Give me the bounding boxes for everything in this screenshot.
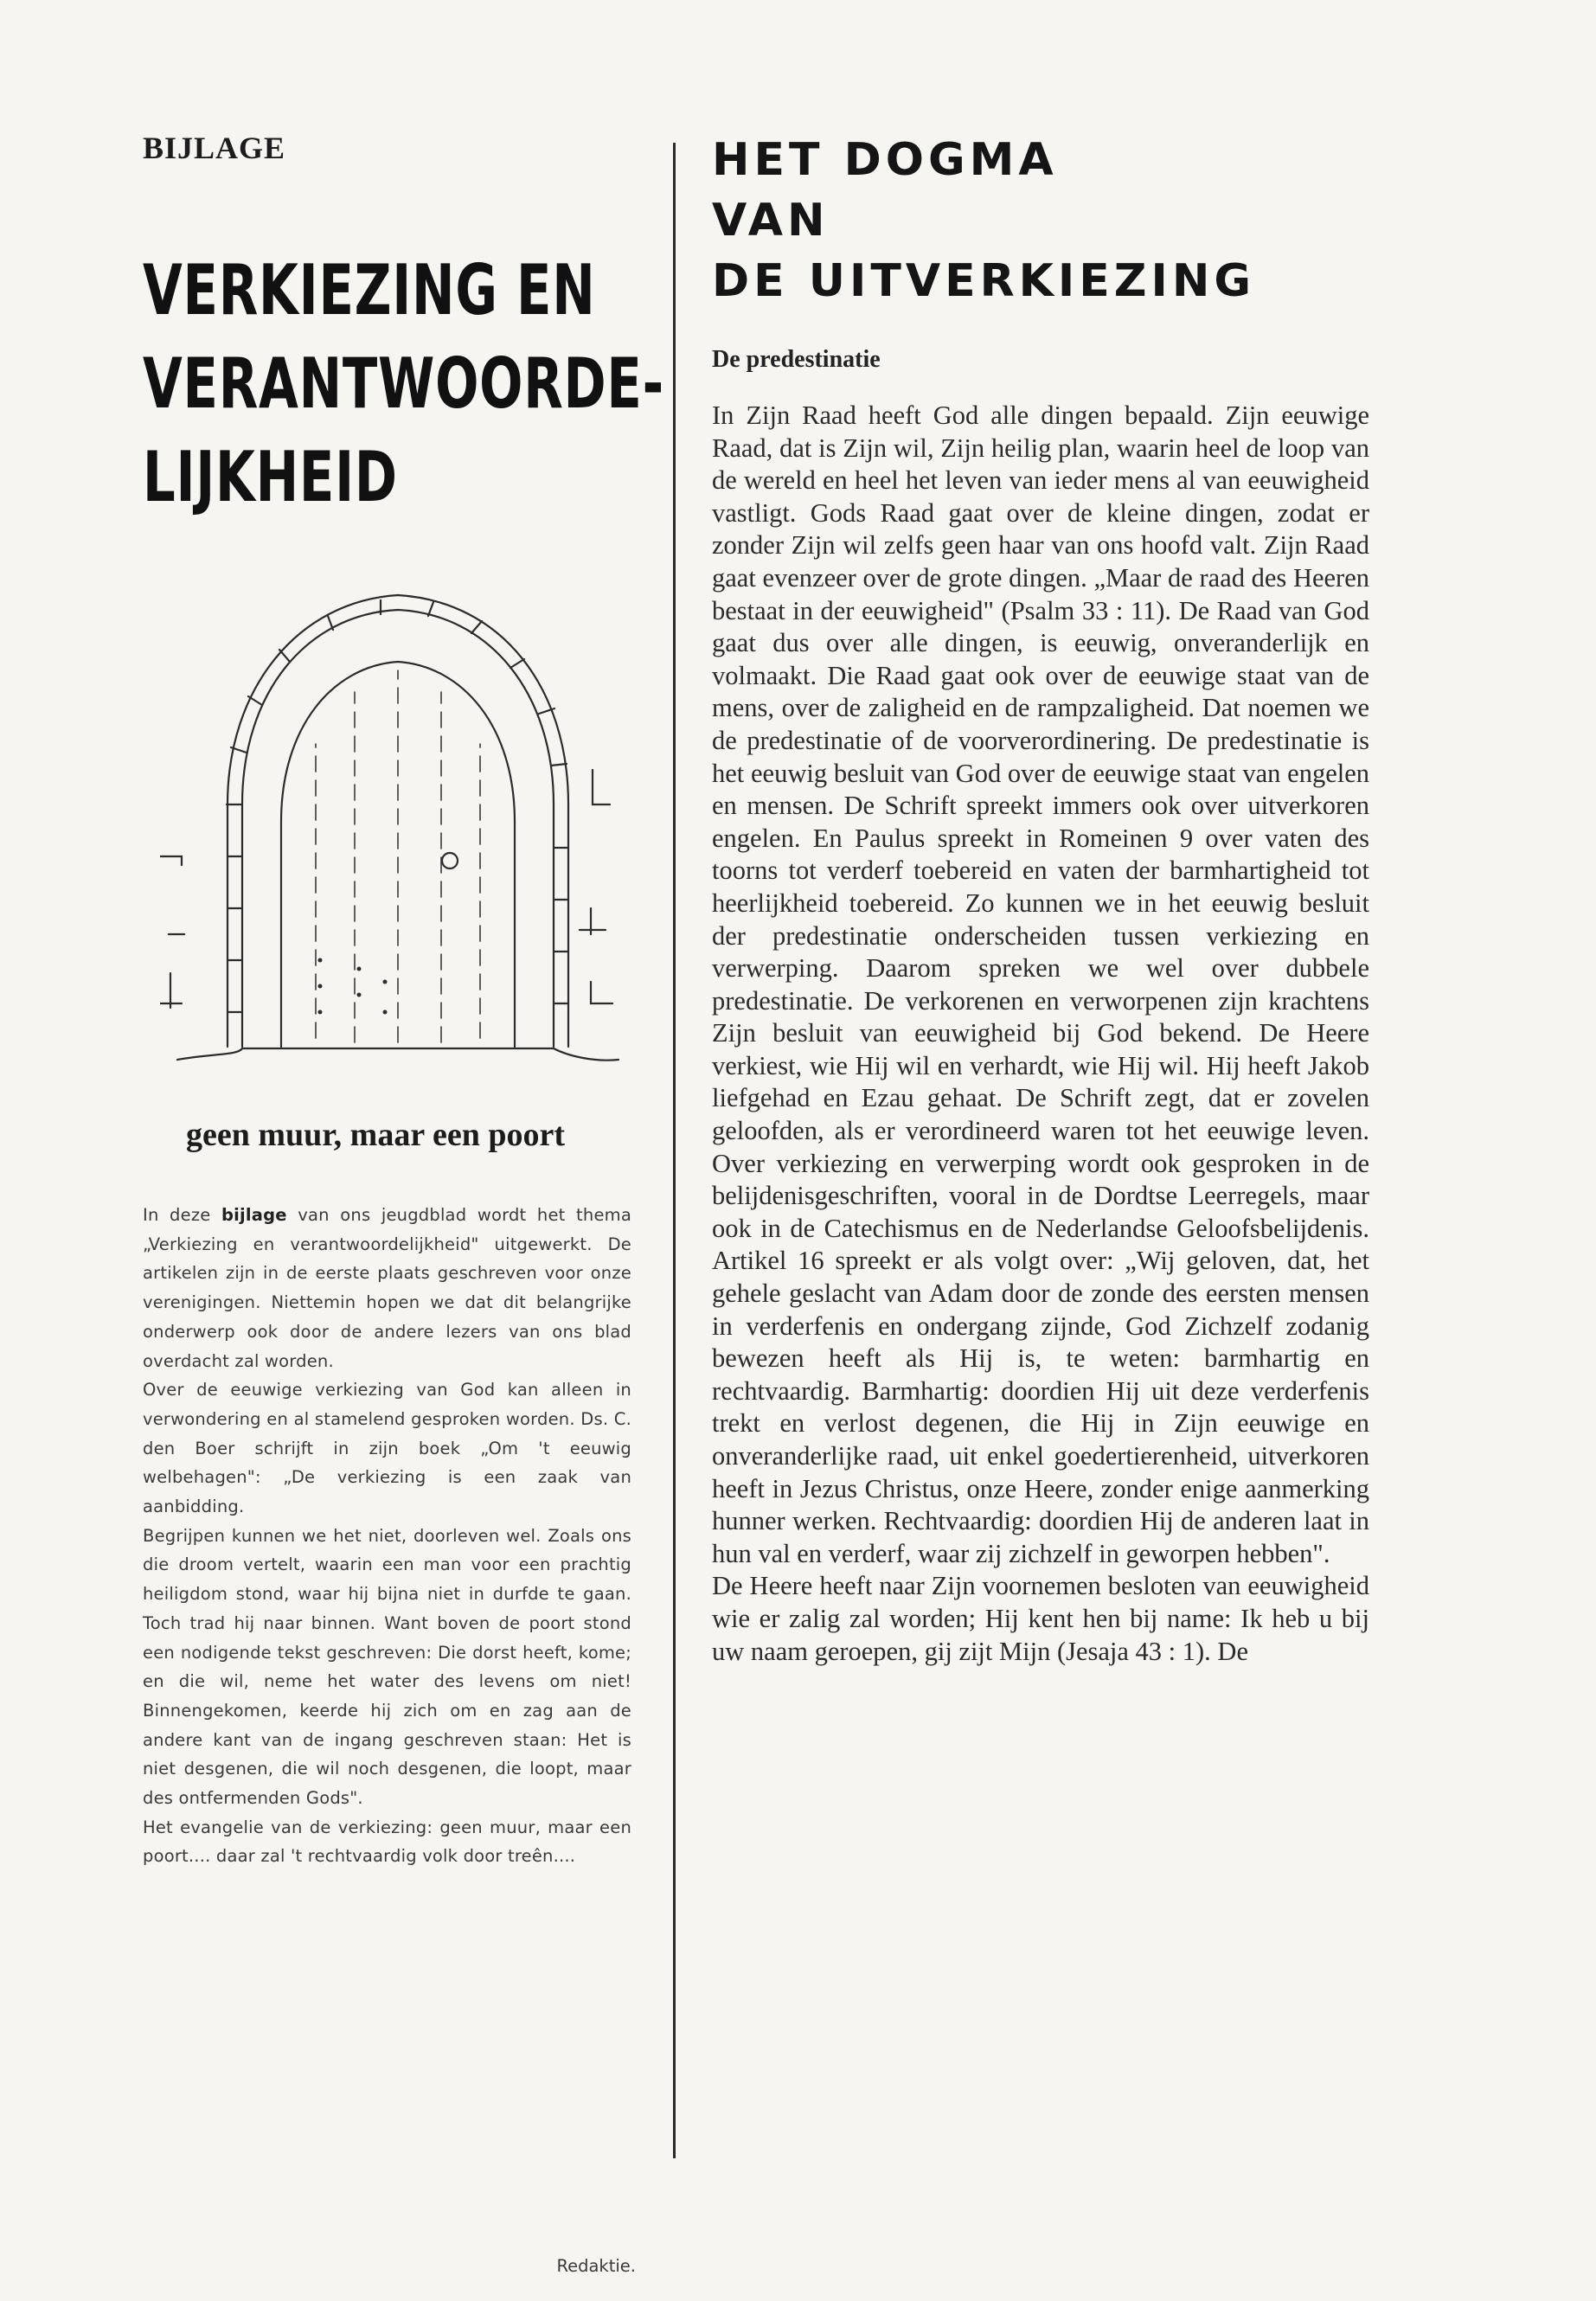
article-title-line-1: HET DOGMA xyxy=(712,134,1058,186)
main-title-line-3: LIJKHEID xyxy=(143,437,398,517)
intro-bold-word: bijlage xyxy=(221,1205,287,1225)
main-title xyxy=(143,244,664,524)
intro-paragraph-1 xyxy=(143,1201,631,1375)
right-column xyxy=(712,130,1369,1666)
intro-paragraph-2: Over de eeuwige verkiezing van God kan alleen in verwondering en al stamelend gesproken worden. Ds. C. den Boer schrijft in zijn boek „Om 't eeuwig welbehagen": „De verkiezing is een zaak van aanbidding. xyxy=(143,1380,631,1517)
article-subheading: De predestinatie xyxy=(712,346,881,373)
main-title-line-2: VERANTWOORDE- xyxy=(143,343,664,424)
article-paragraph-1: In Zijn Raad heeft God alle dingen bepaald. Zijn eeuwige Raad, dat is Zijn wil, Zijn heilig plan, waarin heel de loop van de wereld en heel het leven van ieder mens al van eeuwigheid vastligt. Gods Raad gaat over de kleine dingen, zodat er zonder Zijn wil zelfs geen haar van ons hoofd valt. Zijn Raad gaat evenzeer over de grote dingen. „Maar de raad des Heeren bestaat in der eeuwigheid" (Psalm 33 : 11). De Raad van God gaat dus over alle dingen, is eeuwig, onveranderlijk en volmaakt. Die Raad gaat ook over de eeuwige staat van de mens, over de zaligheid en de rampzaligheid. Dat noemen we de predestinatie of de voorverordinering. De predestinatie is het eeuwig besluit van God over de eeuwige staat van engelen en mensen. De Schrift spreekt immers ook over uitverkoren engelen. En Paulus spreekt in Romeinen 9 over vaten des toorns tot verderf toebereid en vaten der barmhartigheid tot heerlijkheid toebereid. Zo kunnen we in het eeuwig besluit der predestinatie onderscheiden tussen verkiezing en verwerping. Daarom spreken we wel over dubbele predestinatie. De verkorenen en verworpenen zijn krachtens Zijn besluit van eeuwigheid bij God bekend. De Heere verkiest, wie Hij wil en verhardt, wie Hij wil. Hij heeft Jakob liefgehad en Ezau gehaat. De Schrift zegt, dat er zovelen geloofden, als er verordineerd waren tot het eeuwige leven. Over verkiezing en verwerping wordt ook gesproken in de belijdenisgeschriften, vooral in de Dordtse Leerregels, maar ook in de Catechismus en de Nederlandse Geloofsbelijdenis. Artikel 16 spreekt er als volgt over: „Wij geloven, dat, het gehele geslacht van Adam door de zonde des eersten mensen in verderfenis en ondergang zijnde, God Zichzelf zodanig bewezen heeft als Hij is, te weten: barmhartig en rechtvaardig. Barmhartig: doordien Hij uit deze verderfenis trekt en verlost degenen, die Hij in Zijn eeuwige en onveranderlijke raad, uit enkel goedertierenheid, uitverkoren heeft in Jezus Christus, onze Heere, zonder enige aanmerking hunner werken. Rechtvaardig: doordien Hij de anderen laat in hun val en verderf, waar zij zichzelf in geworpen hebben". xyxy=(712,401,1369,1568)
main-title-line-1: VERKIEZING EN xyxy=(143,250,596,330)
subtitle: geen muur, maar een poort xyxy=(186,1117,566,1153)
column-divider xyxy=(673,143,676,2158)
article-title xyxy=(712,130,1369,311)
signature: Redaktie. xyxy=(556,2256,636,2276)
article-paragraph-2: De Heere heeft naar Zijn voornemen besloten van eeuwigheid wie er zalig zal worden; Hij kent hen bij name: Ik heb u bij uw naam geroepen, gij zijt Mijn (Jesaja 43 : 1). De xyxy=(712,1571,1369,1666)
intro-paragraph-4: Het evangelie van de verkiezing: geen muur, maar een poort.... daar zal 't rechtvaardig volk door treên.... xyxy=(143,1817,631,1867)
article-body xyxy=(712,400,1369,1668)
left-column xyxy=(143,130,664,2276)
arched-gate-drawing-icon xyxy=(160,588,627,1073)
article-title-line-3: DE UITVERKIEZING xyxy=(712,255,1256,307)
section-label: BIJLAGE xyxy=(143,131,286,165)
intro-paragraph-3: Begrijpen kunnen we het niet, doorleven wel. Zoals ons die droom vertelt, waarin een man voor een prachtig heiligdom stond, waar hij bijna niet in durfde te gaan. Toch trad hij naar binnen. Want boven de poort stond een nodigende tekst geschreven: Die dorst heeft, kome; en die wil, neme het water des levens om niet! Binnengekomen, keerde hij zich om en zag aan de andere kant van de ingang geschreven staan: Het is niet desgenen, die wil noch desgenen, die loopt, maar des ontfermenden Gods". xyxy=(143,1525,631,1809)
intro-p1-start: In deze xyxy=(143,1205,221,1225)
intro-text xyxy=(143,1201,631,1871)
intro-p1-end: van ons jeugdblad wordt het thema „Verkiezing en verantwoordelijkheid" uitgewerkt. De artikelen zijn in de eerste plaats geschreven voor onze verenigingen. Niettemin hopen we dat dit belangrijke onderwerp ook door de andere lezers van ons blad overdacht zal worden. xyxy=(143,1205,632,1371)
article-title-line-2: VAN xyxy=(712,195,830,247)
